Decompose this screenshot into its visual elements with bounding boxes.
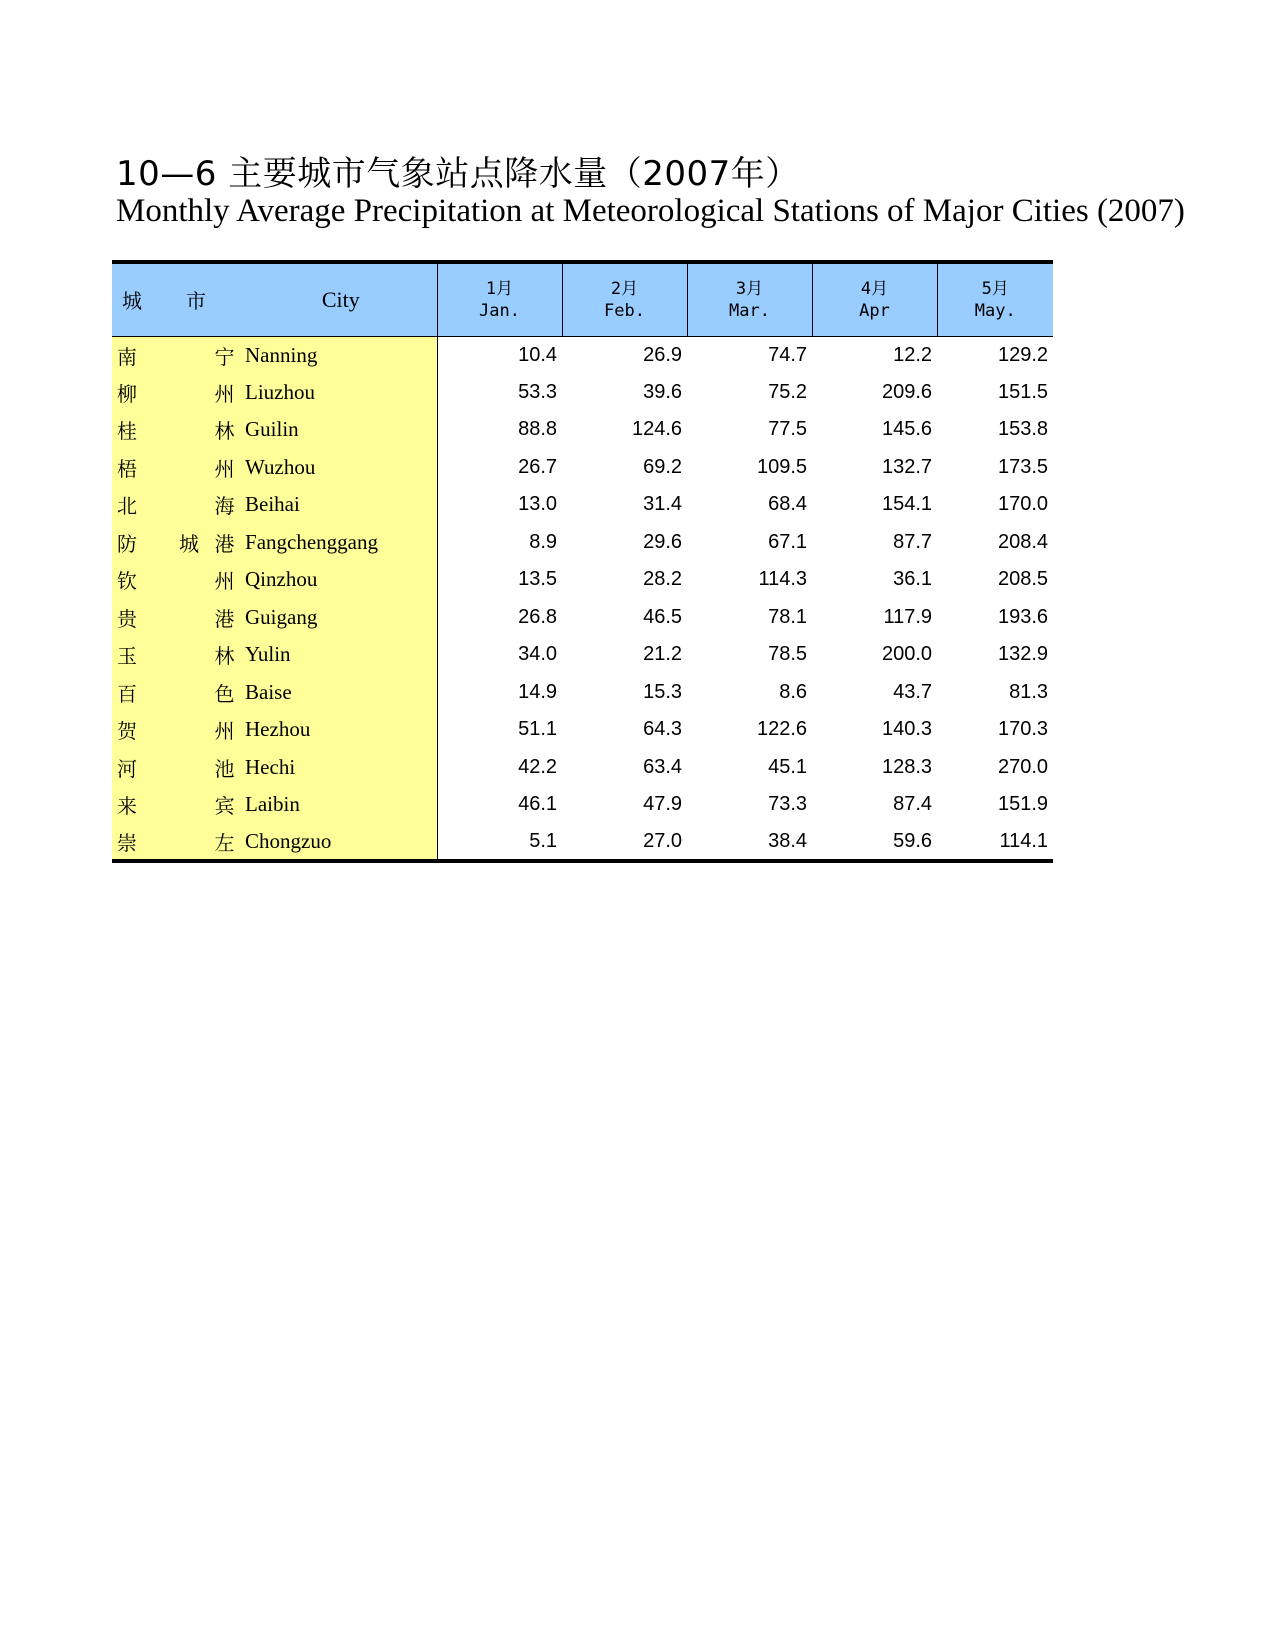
city-cn-char-cell: 州 (204, 449, 245, 487)
precip-value-cell: 38.4 (687, 824, 812, 862)
precip-value-cell: 128.3 (881, 755, 933, 778)
page-title-en-container (116, 188, 1185, 234)
city-cn-char-cell: 海 (204, 486, 245, 524)
city-cn-char-cell (174, 336, 204, 374)
precip-value-cell: 26.7 (518, 455, 558, 478)
header-month-cn: 2月 (610, 278, 639, 299)
precip-value-cell: 88.8 (518, 418, 558, 441)
header-month-apr (812, 262, 937, 336)
table-row (112, 411, 1053, 449)
city-cn-char-cell: 林 (204, 411, 245, 449)
city-cn-char-cell (174, 486, 204, 524)
city-cn-char-cell: 崇 (112, 824, 174, 862)
precip-value-cell: 151.9 (997, 793, 1049, 816)
table-row (112, 486, 1053, 524)
precip-value-cell: 170.0 (997, 493, 1049, 516)
city-en-cell: Guigang (245, 599, 437, 637)
precip-value-cell: 13.5 (518, 568, 558, 591)
city-en-cell: Nanning (245, 336, 437, 374)
table-row (112, 636, 1053, 674)
precip-value-cell: 45.1 (768, 755, 808, 778)
precip-value-cell: 39.6 (643, 380, 683, 403)
precipitation-table-container (112, 260, 1053, 863)
header-city-cn (112, 262, 245, 336)
city-cn-char-cell: 玉 (112, 636, 174, 674)
header-month-en: Jan. (479, 300, 520, 321)
precip-value-cell: 36.1 (893, 568, 933, 591)
table-row (112, 524, 1053, 562)
city-cn-char-cell: 梧 (112, 449, 174, 487)
city-en-cell: Hezhou (245, 711, 437, 749)
city-en-cell: Liuzhou (245, 374, 437, 412)
precip-value-cell: 170.3 (997, 718, 1049, 741)
city-cn-char-cell (174, 824, 204, 862)
city-cn-char-cell (174, 749, 204, 787)
city-cn-char-cell: 港 (204, 524, 245, 562)
city-en-cell: Chongzuo (245, 824, 437, 862)
city-en-cell: Fangchenggang (245, 524, 437, 562)
precip-value-cell: 53.3 (518, 380, 558, 403)
precip-value-cell: 270.0 (997, 755, 1049, 778)
table-row (112, 749, 1053, 787)
city-cn-char-cell: 州 (204, 374, 245, 412)
precip-value-cell: 114.1 (937, 824, 1053, 862)
city-cn-char-cell (174, 411, 204, 449)
precip-value-cell: 10.4 (518, 343, 558, 366)
precip-value-cell: 75.2 (768, 380, 808, 403)
precip-value-cell: 132.7 (881, 455, 933, 478)
precip-value-cell: 173.5 (997, 455, 1049, 478)
table-row (112, 374, 1053, 412)
header-month-en: May. (974, 300, 1016, 321)
precip-value-cell: 74.7 (768, 343, 808, 366)
header-month-feb (562, 262, 687, 336)
precip-value-cell: 28.2 (643, 568, 683, 591)
precip-value-cell: 193.6 (997, 605, 1049, 628)
precip-value-cell: 200.0 (881, 643, 933, 666)
precip-value-cell: 208.5 (997, 568, 1049, 591)
table-body (112, 336, 1053, 861)
city-cn-char-cell: 河 (112, 749, 174, 787)
precip-value-cell: 63.4 (643, 755, 683, 778)
precip-value-cell: 13.0 (518, 493, 558, 516)
precip-value-cell: 114.3 (758, 568, 808, 591)
city-cn-char-cell: 桂 (112, 411, 174, 449)
precip-value-cell: 46.1 (518, 793, 558, 816)
header-month-cn: 5月 (981, 278, 1009, 299)
city-en-cell: Baise (245, 674, 437, 712)
precip-value-cell: 47.9 (643, 793, 683, 816)
city-cn-char-cell: 柳 (112, 374, 174, 412)
city-cn-char-cell (174, 449, 204, 487)
table-row (112, 674, 1053, 712)
precip-value-cell: 51.1 (518, 718, 558, 741)
table-row (112, 449, 1053, 487)
city-cn-char-cell: 色 (204, 674, 245, 712)
city-cn-char-cell: 钦 (112, 561, 174, 599)
precip-value-cell: 8.6 (779, 680, 808, 703)
precip-value-cell: 26.9 (643, 343, 683, 366)
city-cn-char-cell: 州 (204, 711, 245, 749)
city-cn-char-cell: 左 (204, 824, 245, 862)
city-cn-char-cell: 防 (112, 524, 174, 562)
city-cn-char-cell (174, 561, 204, 599)
precipitation-table (112, 260, 1053, 863)
city-en-cell: Beihai (245, 486, 437, 524)
city-cn-char-cell: 州 (204, 561, 245, 599)
table-row (112, 336, 1053, 374)
city-cn-char-cell: 城 (174, 524, 204, 562)
table-row (112, 824, 1053, 862)
precip-value-cell: 5.1 (437, 824, 562, 862)
header-city-en: City (245, 262, 437, 336)
precip-value-cell: 14.9 (518, 680, 558, 703)
city-en-cell: Qinzhou (245, 561, 437, 599)
table-row (112, 711, 1053, 749)
precip-value-cell: 77.5 (768, 418, 808, 441)
city-cn-char-cell: 南 (112, 336, 174, 374)
city-cn-char-cell (174, 374, 204, 412)
precip-value-cell: 73.3 (768, 793, 808, 816)
city-en-cell: Laibin (245, 786, 437, 824)
precip-value-cell: 67.1 (768, 530, 808, 553)
city-cn-char-cell: 来 (112, 786, 174, 824)
precip-value-cell: 87.7 (893, 530, 933, 553)
header-month-en: Apr (859, 300, 890, 321)
table-row (112, 786, 1053, 824)
precip-value-cell: 145.6 (881, 418, 933, 441)
city-cn-char-cell: 林 (204, 636, 245, 674)
precip-value-cell: 129.2 (997, 343, 1049, 366)
precip-value-cell: 109.5 (756, 455, 808, 478)
precip-value-cell: 78.1 (768, 605, 808, 628)
header-month-en: Mar. (729, 300, 770, 321)
precip-value-cell: 151.5 (997, 380, 1049, 403)
precip-value-cell: 153.8 (997, 418, 1049, 441)
precip-value-cell: 34.0 (518, 643, 558, 666)
city-cn-char-cell: 百 (112, 674, 174, 712)
precip-value-cell: 208.4 (997, 530, 1049, 553)
precip-value-cell: 21.2 (643, 643, 683, 666)
city-cn-char-cell: 贺 (112, 711, 174, 749)
page-title-en: Monthly Average Precipitation at Meteorological Stations of Major Cities (2007) (116, 193, 1185, 229)
header-month-cn: 4月 (860, 278, 889, 299)
precip-value-cell: 15.3 (643, 680, 683, 703)
precip-value-cell: 27.0 (562, 824, 687, 862)
city-cn-char-cell: 宾 (204, 786, 245, 824)
table-row (112, 599, 1053, 637)
city-cn-char-cell (174, 674, 204, 712)
city-cn-char-cell: 贵 (112, 599, 174, 637)
city-cn-char-cell: 北 (112, 486, 174, 524)
precip-value-cell: 81.3 (1009, 680, 1049, 703)
precip-value-cell: 78.5 (768, 643, 808, 666)
precip-value-cell: 29.6 (643, 530, 683, 553)
precip-value-cell: 124.6 (631, 418, 683, 441)
precip-value-cell: 31.4 (643, 493, 683, 516)
precip-value-cell: 69.2 (643, 455, 683, 478)
precip-value-cell: 122.6 (756, 718, 808, 741)
city-en-cell: Guilin (245, 411, 437, 449)
precip-value-cell: 42.2 (518, 755, 558, 778)
header-month-jan (437, 262, 562, 336)
precip-value-cell: 140.3 (881, 718, 933, 741)
city-cn-char-cell: 港 (204, 599, 245, 637)
precip-value-cell: 8.9 (529, 530, 558, 553)
city-cn-char-cell (174, 711, 204, 749)
city-cn-char-cell (174, 636, 204, 674)
table-row (112, 561, 1053, 599)
precip-value-cell: 209.6 (881, 380, 933, 403)
header-city-cn-2: 市 (186, 289, 206, 314)
precip-value-cell: 117.9 (883, 605, 933, 628)
precip-value-cell: 132.9 (997, 643, 1049, 666)
precip-value-cell: 46.5 (643, 605, 683, 628)
city-cn-char-cell: 池 (204, 749, 245, 787)
city-en-cell: Wuzhou (245, 449, 437, 487)
city-en-cell: Hechi (245, 749, 437, 787)
header-month-cn: 3月 (735, 278, 764, 299)
precip-value-cell: 154.1 (881, 493, 933, 516)
city-cn-char-cell (174, 786, 204, 824)
page-title-cn: 10—6 主要城市气象站点降水量（2007年） (116, 154, 800, 194)
precip-value-cell: 64.3 (643, 718, 683, 741)
table-header-row (112, 262, 1053, 336)
header-month-mar (687, 262, 812, 336)
header-city-cn-1: 城 (122, 289, 142, 314)
header-month-en: Feb. (604, 300, 645, 321)
precip-value-cell: 68.4 (768, 493, 808, 516)
precip-value-cell: 59.6 (812, 824, 937, 862)
header-month-may (937, 262, 1053, 336)
header-month-cn: 1月 (485, 278, 514, 299)
precip-value-cell: 26.8 (518, 605, 558, 628)
precip-value-cell: 87.4 (893, 793, 933, 816)
city-en-cell: Yulin (245, 636, 437, 674)
city-cn-char-cell: 宁 (204, 336, 245, 374)
precip-value-cell: 43.7 (893, 680, 933, 703)
precip-value-cell: 12.2 (893, 343, 933, 366)
city-cn-char-cell (174, 599, 204, 637)
